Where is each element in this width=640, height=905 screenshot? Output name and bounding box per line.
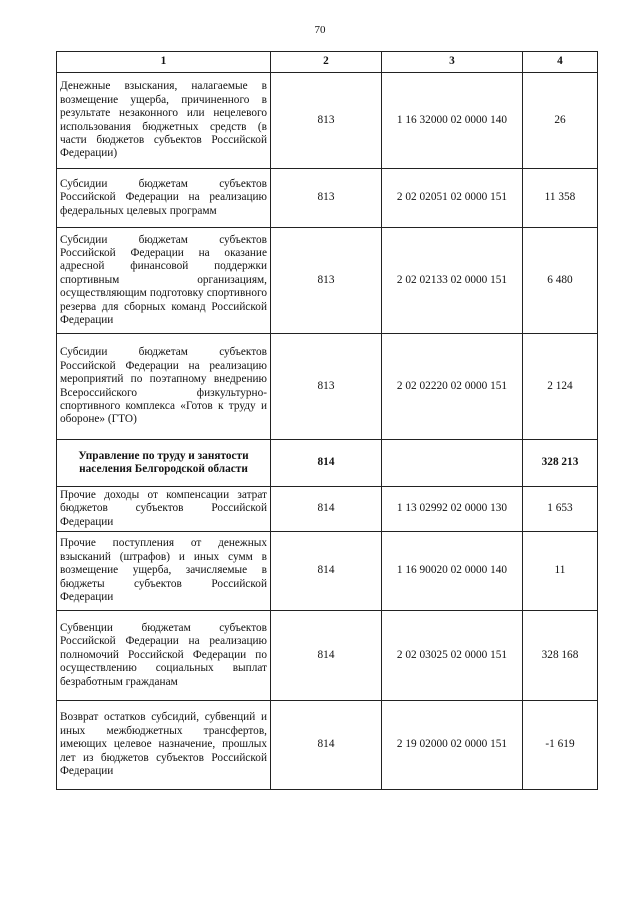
row-amount: 328 213 (523, 440, 598, 487)
table-row (57, 334, 598, 440)
row-budget-code: 2 02 02051 02 0000 151 (382, 169, 523, 228)
row-amount: 328 168 (523, 611, 598, 701)
table-row (57, 169, 598, 228)
header-col-2: 2 (271, 52, 382, 73)
row-name: Прочие доходы от компенсации затрат бюджетов субъектов Российской Федерации (57, 487, 271, 532)
table-header (57, 52, 598, 73)
row-admin-code: 814 (271, 532, 382, 611)
row-budget-code: 1 13 02992 02 0000 130 (382, 487, 523, 532)
row-amount: -1 619 (523, 701, 598, 790)
row-admin-code: 814 (271, 611, 382, 701)
row-amount: 1 653 (523, 487, 598, 532)
row-budget-code: 1 16 32000 02 0000 140 (382, 73, 523, 169)
row-budget-code: 1 16 90020 02 0000 140 (382, 532, 523, 611)
row-budget-code: 2 02 02133 02 0000 151 (382, 228, 523, 334)
row-admin-code: 814 (271, 487, 382, 532)
row-name: Субвенции бюджетам субъектов Российской Федерации на реализацию полномочий Российской Федерации по осуществлению социальных выплат безработным гражданам (57, 611, 271, 701)
row-admin-code: 813 (271, 73, 382, 169)
row-admin-code: 813 (271, 228, 382, 334)
row-amount: 26 (523, 73, 598, 169)
header-col-3: 3 (382, 52, 523, 73)
table-row (57, 228, 598, 334)
row-budget-code (382, 440, 523, 487)
row-budget-code: 2 19 02000 02 0000 151 (382, 701, 523, 790)
row-budget-code: 2 02 03025 02 0000 151 (382, 611, 523, 701)
header-row (57, 52, 598, 73)
row-admin-code: 814 (271, 701, 382, 790)
row-name: Субсидии бюджетам субъектов Российской Федерации на реализацию мероприятий по поэтапному внедрению Всероссийского физкультурно-спортивного комплекса «Готов к труду и обороне» (ГТО) (57, 334, 271, 440)
header-col-4: 4 (523, 52, 598, 73)
row-name: Прочие поступления от денежных взысканий (штрафов) и иных сумм в возмещение ущерба, зачисляемые в бюджеты субъектов Российской Федерации (57, 532, 271, 611)
budget-table (56, 51, 598, 790)
table-row (57, 532, 598, 611)
row-amount: 2 124 (523, 334, 598, 440)
row-name: Возврат остатков субсидий, субвенций и иных межбюджетных трансфертов, имеющих целевое назначение, прошлых лет из бюджетов субъектов Российской Федерации (57, 701, 271, 790)
row-name: Субсидии бюджетам субъектов Российской Федерации на оказание адресной финансовой поддержки спортивным организациям, осуществляющим подготовку спортивного резерва для сборных команд Российской Федерации (57, 228, 271, 334)
table-row (57, 487, 598, 532)
row-amount: 11 (523, 532, 598, 611)
row-budget-code: 2 02 02220 02 0000 151 (382, 334, 523, 440)
row-admin-code: 813 (271, 334, 382, 440)
row-name: Денежные взыскания, налагаемые в возмещение ущерба, причиненного в результате незаконного или нецелевого использования бюджетных средств (в части бюджетов субъектов Российской Федерации) (57, 73, 271, 169)
row-amount: 11 358 (523, 169, 598, 228)
table-body (57, 73, 598, 790)
table-row (57, 73, 598, 169)
table-row-section-header (57, 440, 598, 487)
table-row (57, 611, 598, 701)
row-name: Субсидии бюджетам субъектов Российской Федерации на реализацию федеральных целевых программ (57, 169, 271, 228)
table-row (57, 701, 598, 790)
row-admin-code: 813 (271, 169, 382, 228)
row-name: Управление по труду и занятости населения Белгородской области (57, 440, 271, 487)
page-number: 70 (314, 24, 326, 36)
row-amount: 6 480 (523, 228, 598, 334)
row-admin-code: 814 (271, 440, 382, 487)
header-col-1: 1 (57, 52, 271, 73)
